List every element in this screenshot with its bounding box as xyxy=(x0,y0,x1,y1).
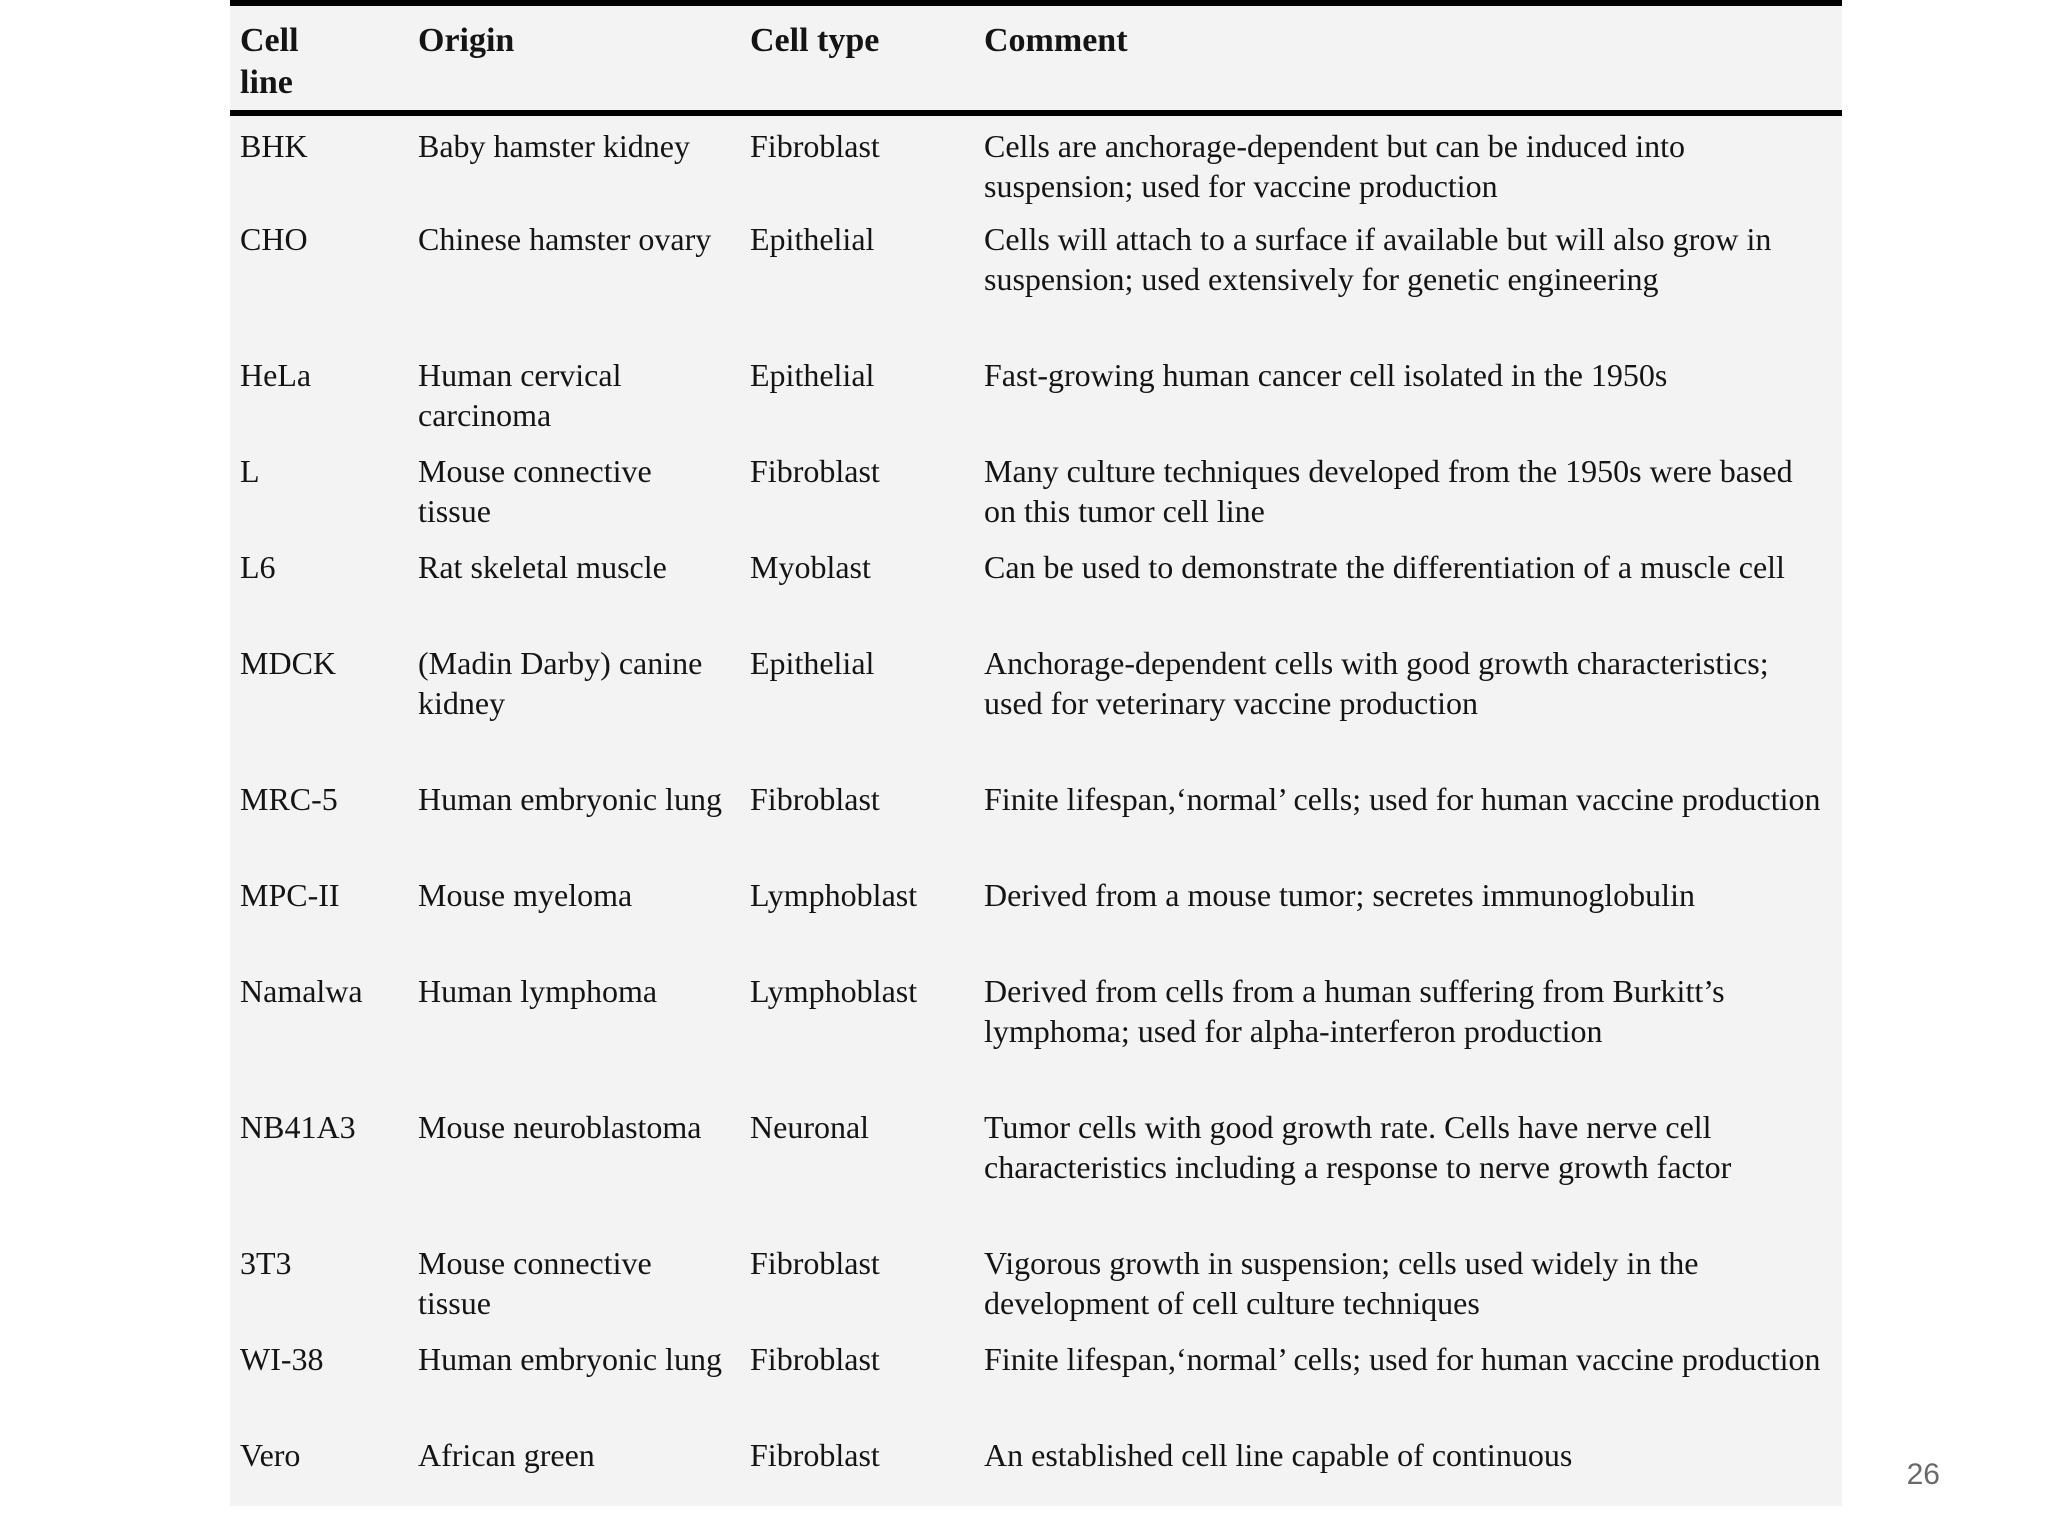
comment: Finite lifespan,‘normal’ cells; used for human vaccine production xyxy=(984,1341,1821,1377)
comment: An established cell line capable of continuous xyxy=(984,1437,1573,1473)
origin: Human cervical carcinoma xyxy=(418,357,622,433)
cell-type: Myoblast xyxy=(750,549,871,585)
comment: Fast-growing human cancer cell isolated in the 1950s xyxy=(984,357,1668,393)
cell-line: Vero xyxy=(240,1437,301,1473)
comment: Tumor cells with good growth rate. Cells have nerve cell characteristics including a response to nerve growth factor xyxy=(984,1109,1732,1185)
cell-type: Lymphoblast xyxy=(750,973,918,1009)
origin: Mouse connective tissue xyxy=(418,1245,652,1321)
comment: Vigorous growth in suspension; cells used widely in the development of cell culture techniques xyxy=(984,1245,1699,1321)
header-cell-type: Cell type xyxy=(740,3,974,113)
origin: Mouse connective tissue xyxy=(418,453,652,529)
cell-line: BHK xyxy=(240,128,308,164)
table-row xyxy=(230,441,1842,537)
header-comment: Comment xyxy=(974,3,1842,113)
table-row xyxy=(230,537,1842,633)
cell-line: WI-38 xyxy=(240,1341,324,1377)
comment: Finite lifespan,‘normal’ cells; used for human vaccine production xyxy=(984,781,1821,817)
cell-line: L6 xyxy=(240,549,276,585)
table-row xyxy=(230,961,1842,1097)
origin: Mouse myeloma xyxy=(418,877,633,913)
table-row xyxy=(230,1329,1842,1425)
table-row xyxy=(230,209,1842,345)
comment: Derived from cells from a human suffering from Burkitt’s lymphoma; used for alpha-interferon production xyxy=(984,973,1725,1049)
table-row xyxy=(230,865,1842,961)
comment: Derived from a mouse tumor; secretes immunoglobulin xyxy=(984,877,1695,913)
cell-line-table xyxy=(230,0,1842,1495)
comment: Many culture techniques developed from the 1950s were based on this tumor cell line xyxy=(984,453,1793,529)
table-header-row xyxy=(230,3,1842,113)
table-row xyxy=(230,1425,1842,1495)
cell-type: Lymphoblast xyxy=(750,877,918,913)
cell-line: NB41A3 xyxy=(240,1109,356,1145)
cell-line: CHO xyxy=(240,221,308,257)
cell-line: Namalwa xyxy=(240,973,363,1009)
origin: Human embryonic lung xyxy=(418,781,722,817)
cell-type: Epithelial xyxy=(750,221,875,257)
origin: Chinese hamster ovary xyxy=(418,221,712,257)
cell-type: Fibroblast xyxy=(750,1245,880,1281)
comment: Can be used to demonstrate the differentiation of a muscle cell xyxy=(984,549,1785,585)
cell-type: Fibroblast xyxy=(750,1437,880,1473)
origin: Rat skeletal muscle xyxy=(418,549,667,585)
comment: Cells will attach to a surface if available but will also grow in suspension; used extensively for genetic engineering xyxy=(984,221,1772,297)
table-row xyxy=(230,113,1842,209)
table-row xyxy=(230,769,1842,865)
cell-line: 3T3 xyxy=(240,1245,292,1281)
page-number: 26 xyxy=(1906,1458,1940,1491)
origin: (Madin Darby) canine kidney xyxy=(418,645,703,721)
cell-type: Neuronal xyxy=(750,1109,870,1145)
cell-type: Fibroblast xyxy=(750,453,880,489)
header-cell-line: Cell line xyxy=(230,3,408,113)
origin: Mouse neuroblastoma xyxy=(418,1109,702,1145)
table-row xyxy=(230,633,1842,769)
cell-line: MPC-II xyxy=(240,877,340,913)
table-row xyxy=(230,345,1842,441)
cell-line: L xyxy=(240,453,260,489)
origin: Human lymphoma xyxy=(418,973,658,1009)
cell-type: Fibroblast xyxy=(750,781,880,817)
cell-line: MDCK xyxy=(240,645,337,681)
table-row xyxy=(230,1233,1842,1329)
comment: Cells are anchorage-dependent but can be induced into suspension; used for vaccine production xyxy=(984,128,1686,204)
cell-type: Epithelial xyxy=(750,645,875,681)
origin: Baby hamster kidney xyxy=(418,128,690,164)
header-origin: Origin xyxy=(408,3,740,113)
origin: Human embryonic lung xyxy=(418,1341,722,1377)
cell-type: Fibroblast xyxy=(750,128,880,164)
origin: African green xyxy=(418,1437,595,1473)
comment: Anchorage-dependent cells with good growth characteristics; used for veterinary vaccine production xyxy=(984,645,1769,721)
cell-type: Epithelial xyxy=(750,357,875,393)
cell-line-table-region xyxy=(230,0,1842,1506)
cell-line: HeLa xyxy=(240,357,312,393)
cell-type: Fibroblast xyxy=(750,1341,880,1377)
cell-line: MRC-5 xyxy=(240,781,338,817)
table-row xyxy=(230,1097,1842,1233)
